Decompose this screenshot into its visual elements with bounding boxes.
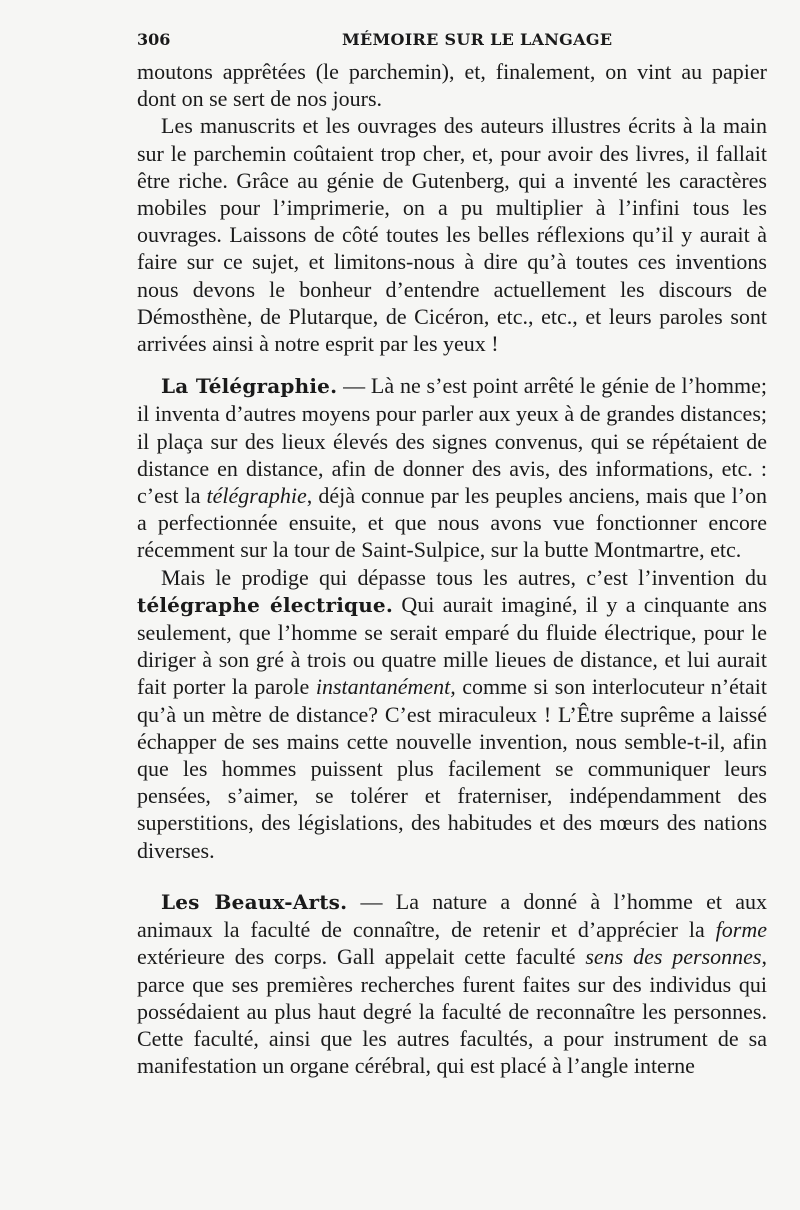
paragraph-text: Qui aurait imaginé, il y a cinquante ans seulement, que l’homme se serait emparé du fluide électrique, pour le diriger à son gré à trois ou quatre mille lieues de distance, et lui aurait fait porter la parole bbox=[137, 591, 767, 700]
paragraph-text: — La nature a donné à l’homme et aux animaux la faculté de connaître, de retenir et d’apprécier la bbox=[137, 888, 767, 943]
paragraph-text: , déjà connue par les peuples anciens, mais que l’on a perfectionnée ensuite, et que nous avons vue fonctionner encore récemment sur la tour de Saint-Sulpice, sur la butte Montmartre, etc. bbox=[137, 483, 768, 563]
paragraph-text: Mais le prodige qui dépasse tous les autres, c’est l’invention du bbox=[161, 564, 767, 590]
paragraph-text: moutons apprêtées (le parchemin), et, finalement, on vint au papier dont on se sert de nos jours. bbox=[137, 59, 767, 112]
paragraph-beaux-arts bbox=[137, 888, 767, 1079]
italic-term: forme bbox=[715, 917, 767, 943]
page-number: 306 bbox=[137, 30, 171, 49]
paragraph-text: , parce que ses premières recherches furent faites sur des individus qui possédaient au plus haut degré la faculté de reconnaître les personnes. Cette faculté, ainsi que les autres facultés, a pour instrument de sa manifestation un organe cérébral, qui est placé à l’angle interne bbox=[137, 944, 767, 1079]
body-text bbox=[137, 58, 767, 1079]
paragraph-manuscripts bbox=[137, 112, 767, 357]
italic-term: instantanément, bbox=[315, 674, 456, 700]
section-heading: Les Beaux-Arts. bbox=[161, 889, 348, 914]
page-header bbox=[137, 30, 767, 54]
paragraph-text: — Là ne s’est point arrêté le génie de l’homme; il inventa d’autres moyens pour parler aux yeux à de grandes distances; il plaça sur des lieux élevés des signes convenus, qui se répétaient de distance en distance, afin de donner des avis, des informations, etc. : c’est la bbox=[137, 373, 767, 509]
paragraph-text: comme si son interlocuteur n’était qu’à un mètre de distance? C’est miraculeux ! L’Être suprême a laissé échapper de ses mains cette nouvelle invention, nous semble-t-il, afin que les hommes puissent plus facilement se communiquer leurs pensées, s’aimer, se tolérer et fraterniser, indépendamment des superstitions, des législations, des habitudes et des mœurs des nations diverses. bbox=[137, 674, 767, 863]
paragraph-text: Les manuscrits et les ouvrages des auteurs illustres écrits à la main sur le parchemin coûtaient trop cher, et, pour avoir des livres, il fallait être riche. Grâce au génie de Gutenberg, qui a inventé les caractères mobiles pour l’imprimerie, on a pu multiplier à l’infini tous les ouvrages. Laissons de côté toutes les belles réflexions qu’il y aurait à faire sur ce sujet, et limitons-nous à dire qu’à toutes ces inventions nous devons le bonheur d’entendre actuellement les discours de Démosthène, de Plutarque, de Cicéron, etc., etc., et leurs paroles sont arrivées ainsi à notre esprit par les yeux ! bbox=[137, 113, 767, 357]
paragraph-text: extérieure des corps. Gall appelait cette faculté bbox=[137, 944, 586, 970]
paragraph-telegraphie bbox=[137, 372, 767, 563]
paragraph-telegraphe-electrique bbox=[137, 564, 767, 864]
italic-term: télégraphie bbox=[206, 483, 307, 509]
section-heading: La Télégraphie. bbox=[161, 374, 338, 399]
running-head: MÉMOIRE SUR LE LANGAGE bbox=[342, 30, 613, 49]
italic-term: sens des personnes bbox=[585, 944, 762, 970]
bold-term: télégraphe électrique. bbox=[137, 592, 394, 617]
paragraph-continuation bbox=[137, 58, 767, 112]
